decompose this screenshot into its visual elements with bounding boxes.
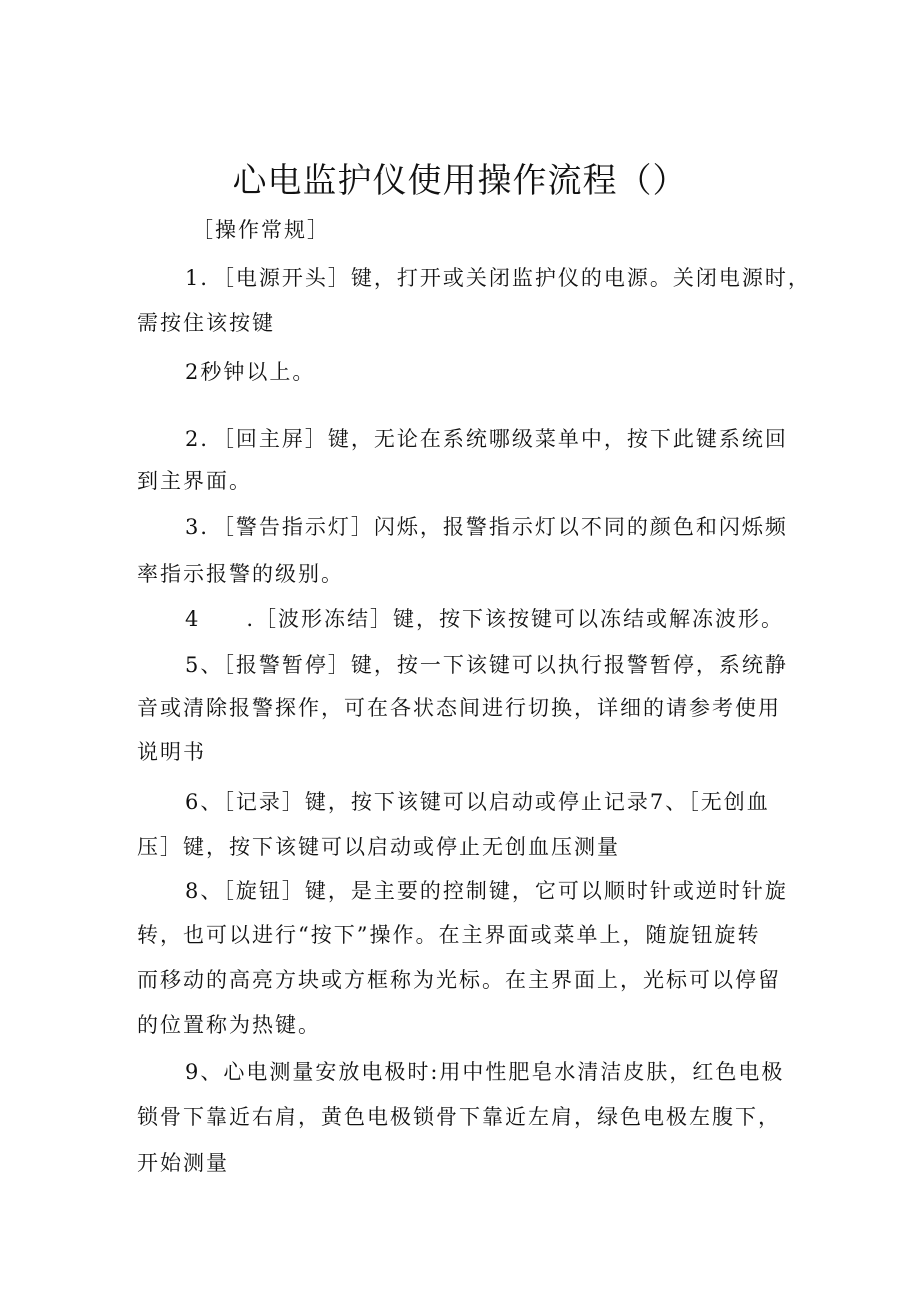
section-heading: ［操作常规］	[192, 218, 330, 242]
paragraph-line: 开始测量	[137, 1151, 229, 1175]
paragraph-line: 2秒钟以上。	[185, 360, 316, 384]
paragraph-line: 到主界面。	[137, 469, 252, 493]
paragraph-line: 需按住该按键	[137, 311, 275, 335]
paragraph-line: 压］键，按下该键可以启动或停止无创血压测量	[137, 835, 620, 859]
paragraph-line: 5、［报警暂停］键，按一下该键可以执行报警暂停，系统静	[185, 653, 788, 677]
paragraph-line: 2．［回主屏］键，无论在系统哪级菜单中，按下此键系统回	[185, 427, 788, 451]
paragraph-line: 而移动的高亮方块或方框称为光标。在主界面上，光标可以停留	[137, 968, 781, 992]
document-title: 心电监护仪使用操作流程（）	[232, 161, 688, 201]
paragraph-line: 说明书	[137, 740, 206, 764]
paragraph-line: 4 .［波形冻结］键，按下该按键可以冻结或解冻波形。	[185, 607, 785, 631]
paragraph-line: 6、［记录］键，按下该键可以启动或停止记录7、［无创血	[185, 790, 770, 814]
paragraph-line: 音或清除报警探作，可在各状态间进行切换，详细的请参考使用	[137, 696, 781, 720]
paragraph-line: 锁骨下靠近右肩，黄色电极锁骨下靠近左肩，绿色电极左腹下，	[137, 1105, 781, 1129]
paragraph-line: 9、心电测量安放电极时:用中性肥皂水清洁皮肤，红色电极	[185, 1060, 785, 1084]
paragraph-line: 1．［电源开头］键，打开或关闭监护仪的电源。关闭电源时，	[185, 266, 811, 290]
paragraph-line: 率指示报警的级别。	[137, 562, 344, 586]
paragraph-line: 的位置称为热键。	[137, 1013, 321, 1037]
paragraph-line: 8、［旋钮］键，是主要的控制键，它可以顺时针或逆时针旋	[185, 879, 788, 903]
paragraph-line: 转，也可以进行“按下”操作。在主界面或菜单上，随旋钮旋转	[137, 923, 761, 947]
paragraph-line: 3．［警告指示灯］闪烁，报警指示灯以不同的颜色和闪烁频	[185, 515, 788, 539]
